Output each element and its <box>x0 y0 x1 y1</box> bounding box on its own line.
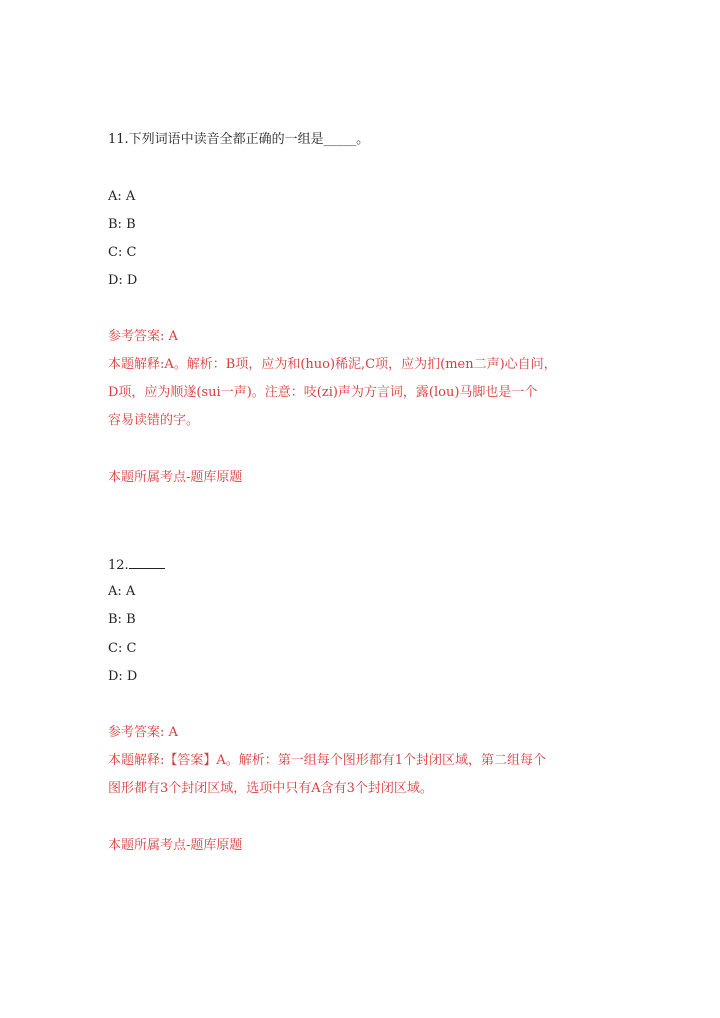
answer-blank <box>129 556 165 569</box>
question-12-option-a: A: A <box>108 584 136 599</box>
question-12-option-c: C: C <box>108 641 137 656</box>
question-11-explanation-line-2: D项，应为顺遂(sui一声)。注意：吱(zi)声为方言词，露(lou)马脚也是一个 <box>108 385 538 400</box>
question-12-option-b: B: B <box>108 612 136 627</box>
question-11-option-b: B: B <box>108 217 136 232</box>
question-11-option-c: C: C <box>108 245 137 260</box>
question-12-answer: 参考答案: A <box>108 725 178 740</box>
question-11-explanation-line-1: 本题解释:A。解析：B项，应为和(huo)稀泥,C项，应为扪(men二声)心自问， <box>108 357 557 372</box>
question-11-topic: 本题所属考点-题库原题 <box>108 470 243 485</box>
question-11-answer: 参考答案: A <box>108 329 178 344</box>
question-12-explanation-line-2: 图形都有3个封闭区域，选项中只有A含有3个封闭区域。 <box>108 781 433 796</box>
question-12-topic: 本题所属考点-题库原题 <box>108 838 243 853</box>
question-11-option-a: A: A <box>108 189 136 204</box>
question-11-stem: 11.下列词语中读音全都正确的一组是_____。 <box>108 132 370 147</box>
question-12-stem: 12. <box>108 558 129 573</box>
question-11-explanation-line-3: 容易读错的字。 <box>108 413 200 428</box>
question-12-stem-row <box>108 556 165 574</box>
question-12-option-d: D: D <box>108 669 138 684</box>
question-11-option-d: D: D <box>108 273 138 288</box>
question-12-explanation-line-1: 本题解释:【答案】A。解析：第一组每个图形都有1个封闭区域，第二组每个 <box>108 753 547 768</box>
